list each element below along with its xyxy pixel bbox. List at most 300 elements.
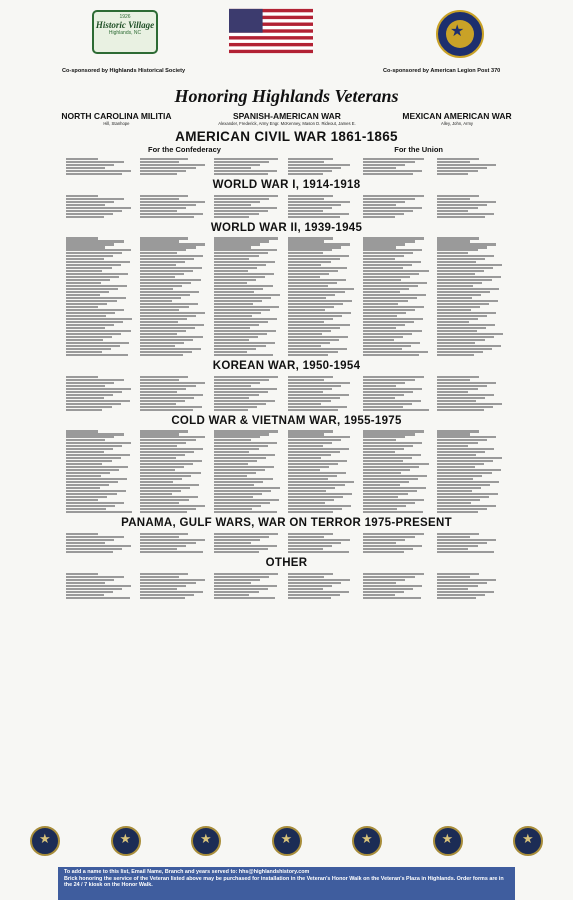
name-line <box>66 445 122 447</box>
name-line <box>363 379 415 381</box>
name-line <box>140 430 188 432</box>
name-line <box>140 264 176 266</box>
name-line <box>363 243 406 245</box>
name-line <box>363 451 395 453</box>
name-line <box>214 478 272 480</box>
name-line <box>363 213 404 215</box>
name-line <box>140 327 195 329</box>
name-line <box>214 391 267 393</box>
name-line <box>437 533 479 535</box>
name-line <box>214 297 271 299</box>
name-line <box>437 312 497 314</box>
name-line <box>66 351 102 353</box>
name-line <box>214 542 250 544</box>
name-line <box>66 597 130 599</box>
name-line <box>437 585 478 587</box>
name-line <box>288 451 339 453</box>
name-line <box>437 463 484 465</box>
name-line <box>363 499 425 501</box>
name-line <box>288 400 330 402</box>
name-line <box>66 430 98 432</box>
name-line <box>288 463 338 465</box>
name-line <box>140 342 184 344</box>
name-line <box>214 502 269 504</box>
name-line <box>363 198 415 200</box>
name-line <box>66 170 131 172</box>
name-line <box>437 246 487 248</box>
name-column <box>437 157 507 176</box>
name-line <box>66 542 105 544</box>
name-line <box>214 173 267 175</box>
name-column <box>214 157 284 176</box>
name-line <box>288 536 324 538</box>
coast-guard-seal-icon <box>352 826 382 856</box>
nc-militia-title: NORTH CAROLINA MILITIA <box>61 111 172 121</box>
name-line <box>363 348 402 350</box>
name-line <box>437 288 499 290</box>
name-line <box>363 430 424 432</box>
name-line <box>363 342 421 344</box>
name-line <box>363 267 403 269</box>
name-line <box>363 484 400 486</box>
name-line <box>288 576 324 578</box>
name-line <box>437 201 496 203</box>
name-line <box>288 490 326 492</box>
name-line <box>214 409 248 411</box>
name-line <box>437 258 485 260</box>
name-line <box>288 391 322 393</box>
name-line <box>140 481 173 483</box>
name-line <box>288 327 340 329</box>
name-line <box>288 551 348 553</box>
name-line <box>214 463 248 465</box>
cold-war-title: COLD WAR & VIETNAM WAR, 1955-1975 <box>171 414 402 427</box>
name-line <box>437 282 483 284</box>
name-line <box>437 436 496 438</box>
name-line <box>437 297 472 299</box>
name-line <box>363 210 414 212</box>
name-line <box>437 576 470 578</box>
name-line <box>363 330 422 332</box>
name-line <box>140 282 191 284</box>
name-block <box>0 430 573 514</box>
name-line <box>288 548 322 550</box>
name-line <box>363 158 424 160</box>
name-line <box>214 170 276 172</box>
name-line <box>214 201 260 203</box>
name-line <box>437 345 502 347</box>
name-line <box>66 481 118 483</box>
name-line <box>288 210 322 212</box>
name-line <box>363 303 399 305</box>
name-line <box>214 487 280 489</box>
name-line <box>214 342 274 344</box>
name-line <box>288 448 348 450</box>
name-line <box>363 173 414 175</box>
name-line <box>140 252 177 254</box>
name-line <box>66 282 101 284</box>
name-line <box>140 463 193 465</box>
name-line <box>437 499 480 501</box>
name-line <box>66 588 122 590</box>
name-line <box>288 309 324 311</box>
name-line <box>140 478 182 480</box>
name-line <box>214 496 253 498</box>
name-line <box>437 460 493 462</box>
name-line <box>140 442 186 444</box>
name-line <box>214 376 278 378</box>
name-line <box>288 542 341 544</box>
name-column <box>66 572 136 600</box>
name-line <box>214 255 258 257</box>
name-line <box>437 542 487 544</box>
american-legion-emblem-icon: ★ <box>436 10 484 58</box>
name-line <box>363 490 417 492</box>
name-line <box>363 318 423 320</box>
name-line <box>363 195 424 197</box>
name-line <box>437 291 490 293</box>
name-line <box>437 204 487 206</box>
name-line <box>363 487 426 489</box>
name-line <box>140 451 194 453</box>
name-line <box>140 288 173 290</box>
name-line <box>288 591 348 593</box>
name-line <box>140 173 177 175</box>
name-line <box>437 409 484 411</box>
name-line <box>140 436 205 438</box>
name-line <box>363 478 418 480</box>
name-line <box>437 348 492 350</box>
name-line <box>140 457 176 459</box>
name-line <box>437 475 483 477</box>
name-line <box>140 469 174 471</box>
name-line <box>288 582 341 584</box>
name-line <box>66 397 104 399</box>
name-line <box>437 536 470 538</box>
name-column <box>140 194 210 219</box>
name-line <box>66 252 122 254</box>
name-line <box>140 376 188 378</box>
name-line <box>140 306 188 308</box>
name-line <box>288 173 322 175</box>
name-line <box>214 442 276 444</box>
name-line <box>140 161 179 163</box>
name-line <box>214 288 263 290</box>
name-line <box>214 433 269 435</box>
name-column <box>363 194 433 219</box>
name-column <box>288 157 358 176</box>
name-line <box>437 213 495 215</box>
name-line <box>288 511 332 513</box>
name-line <box>214 406 257 408</box>
name-line <box>214 533 278 535</box>
name-line <box>288 276 320 278</box>
name-line <box>214 258 249 260</box>
name-line <box>288 336 348 338</box>
name-line <box>140 588 177 590</box>
name-line <box>140 276 174 278</box>
cosponsor-right: Co-sponsored by American Legion Post 370 <box>383 68 501 74</box>
name-line <box>363 594 395 596</box>
name-line <box>66 379 124 381</box>
name-line <box>288 496 343 498</box>
name-line <box>66 582 105 584</box>
name-line <box>214 457 266 459</box>
name-line <box>66 330 131 332</box>
ww1-title: WORLD WAR I, 1914-1918 <box>212 178 361 191</box>
name-line <box>66 533 98 535</box>
name-line <box>363 460 403 462</box>
name-line <box>363 285 418 287</box>
name-line <box>140 273 184 275</box>
name-line <box>140 385 195 387</box>
name-line <box>66 487 100 489</box>
name-line <box>437 300 498 302</box>
name-line <box>288 597 330 599</box>
name-line <box>66 315 106 317</box>
name-line <box>214 318 277 320</box>
name-line <box>437 397 485 399</box>
name-line <box>363 279 402 281</box>
name-line <box>214 505 260 507</box>
name-line <box>214 336 257 338</box>
name-line <box>363 270 429 272</box>
name-line <box>214 252 267 254</box>
name-line <box>66 548 122 550</box>
name-line <box>437 451 485 453</box>
name-line <box>66 207 131 209</box>
name-line <box>363 376 424 378</box>
mexican-american-title: MEXICAN AMERICAN WAR <box>402 111 512 121</box>
name-line <box>140 321 178 323</box>
name-line <box>363 457 412 459</box>
name-line <box>140 330 186 332</box>
name-line <box>66 536 124 538</box>
ww2-title: WORLD WAR II, 1939-1945 <box>210 221 363 234</box>
name-line <box>66 436 114 438</box>
name-line <box>437 354 474 356</box>
name-line <box>437 216 485 218</box>
name-line <box>288 303 343 305</box>
name-line <box>214 306 279 308</box>
name-line <box>437 588 469 590</box>
name-line <box>214 327 250 329</box>
name-line <box>288 502 324 504</box>
name-line <box>140 315 196 317</box>
name-line <box>140 576 179 578</box>
name-column <box>214 375 284 412</box>
name-line <box>66 478 127 480</box>
name-column <box>437 572 507 600</box>
name-line <box>214 400 275 402</box>
name-line <box>66 204 105 206</box>
name-line <box>66 508 106 510</box>
footer-note <box>58 867 515 900</box>
name-line <box>437 445 469 447</box>
name-line <box>288 475 336 477</box>
name-block <box>0 375 573 412</box>
name-line <box>66 454 130 456</box>
name-line <box>66 451 104 453</box>
name-line <box>363 576 415 578</box>
name-line <box>214 439 250 441</box>
header <box>0 0 573 84</box>
name-line <box>66 279 110 281</box>
name-line <box>363 164 406 166</box>
name-line <box>140 388 186 390</box>
name-line <box>214 382 260 384</box>
name-line <box>288 585 332 587</box>
name-line <box>437 339 485 341</box>
name-line <box>140 448 203 450</box>
name-line <box>214 475 246 477</box>
name-line <box>140 493 172 495</box>
name-line <box>66 285 127 287</box>
name-line <box>140 487 190 489</box>
name-column <box>140 375 210 412</box>
civil-war-title: AMERICAN CIVIL WAR 1861-1865 <box>175 129 398 144</box>
name-line <box>437 511 478 513</box>
name-line <box>140 490 181 492</box>
name-line <box>214 158 278 160</box>
name-line <box>288 445 322 447</box>
name-line <box>140 454 185 456</box>
name-line <box>437 448 495 450</box>
name-column <box>437 375 507 412</box>
name-line <box>437 469 501 471</box>
name-column <box>214 572 284 600</box>
name-line <box>214 309 269 311</box>
name-block <box>0 532 573 554</box>
name-line <box>437 285 473 287</box>
name-line <box>66 493 117 495</box>
name-line <box>288 442 332 444</box>
name-line <box>363 472 402 474</box>
name-line <box>214 499 279 501</box>
name-line <box>66 297 126 299</box>
name-line <box>288 588 322 590</box>
name-line <box>437 490 472 492</box>
name-line <box>288 170 332 172</box>
name-line <box>214 300 262 302</box>
name-column <box>363 157 433 176</box>
name-line <box>140 204 195 206</box>
name-line <box>363 442 423 444</box>
name-line <box>288 545 332 547</box>
name-line <box>214 276 265 278</box>
name-line <box>437 327 486 329</box>
name-line <box>288 409 338 411</box>
name-line <box>214 282 246 284</box>
name-line <box>288 430 333 432</box>
name-line <box>66 539 114 541</box>
name-column <box>288 532 358 554</box>
name-line <box>66 394 113 396</box>
name-column <box>140 237 210 357</box>
name-line <box>66 406 112 408</box>
name-line <box>66 309 124 311</box>
name-line <box>288 579 350 581</box>
name-line <box>214 379 269 381</box>
name-line <box>363 542 397 544</box>
name-line <box>214 536 269 538</box>
name-column <box>214 430 284 514</box>
name-line <box>214 448 258 450</box>
name-line <box>363 354 419 356</box>
name-column <box>288 430 358 514</box>
name-line <box>140 345 175 347</box>
name-line <box>214 324 259 326</box>
name-line <box>140 573 188 575</box>
name-line <box>140 496 198 498</box>
name-line <box>437 276 501 278</box>
name-line <box>140 391 177 393</box>
name-line <box>66 216 104 218</box>
name-line <box>437 264 502 266</box>
name-line <box>66 342 129 344</box>
name-line <box>437 261 476 263</box>
name-line <box>140 545 186 547</box>
name-line <box>214 576 269 578</box>
name-line <box>437 487 481 489</box>
name-line <box>214 213 258 215</box>
name-column <box>214 532 284 554</box>
name-line <box>363 481 409 483</box>
name-line <box>437 433 470 435</box>
name-line <box>437 466 475 468</box>
name-line <box>140 291 199 293</box>
name-line <box>288 433 324 435</box>
name-line <box>363 252 414 254</box>
name-line <box>140 297 181 299</box>
name-line <box>214 388 276 390</box>
name-line <box>214 348 256 350</box>
name-line <box>288 207 332 209</box>
name-line <box>214 198 269 200</box>
name-line <box>214 167 250 169</box>
name-line <box>437 539 496 541</box>
name-line <box>214 394 258 396</box>
name-line <box>363 273 420 275</box>
name-line <box>140 255 203 257</box>
name-line <box>214 582 250 584</box>
name-column <box>288 572 358 600</box>
name-line <box>214 161 269 163</box>
name-line <box>140 261 185 263</box>
name-line <box>437 496 489 498</box>
name-column <box>66 532 136 554</box>
name-line <box>288 249 332 251</box>
name-line <box>437 167 487 169</box>
name-line <box>363 385 397 387</box>
name-line <box>288 493 352 495</box>
name-line <box>214 312 260 314</box>
name-line <box>140 243 205 245</box>
name-line <box>363 588 414 590</box>
name-line <box>214 469 265 471</box>
name-line <box>66 591 113 593</box>
name-line <box>437 545 478 547</box>
name-line <box>66 267 112 269</box>
footer-brick-line: Brick honoring the service of the Veteran listed above may be purchased for installation in the Veteran's Honor Walk on the Veteran's Plaza in Highlands. Order forms are in the 24 / 7 kiosk on the Honor Walk. <box>64 875 504 889</box>
name-line <box>437 388 478 390</box>
name-line <box>363 288 409 290</box>
name-line <box>288 439 341 441</box>
name-line <box>437 158 479 160</box>
name-line <box>140 502 179 504</box>
name-line <box>66 273 128 275</box>
name-line <box>140 400 185 402</box>
